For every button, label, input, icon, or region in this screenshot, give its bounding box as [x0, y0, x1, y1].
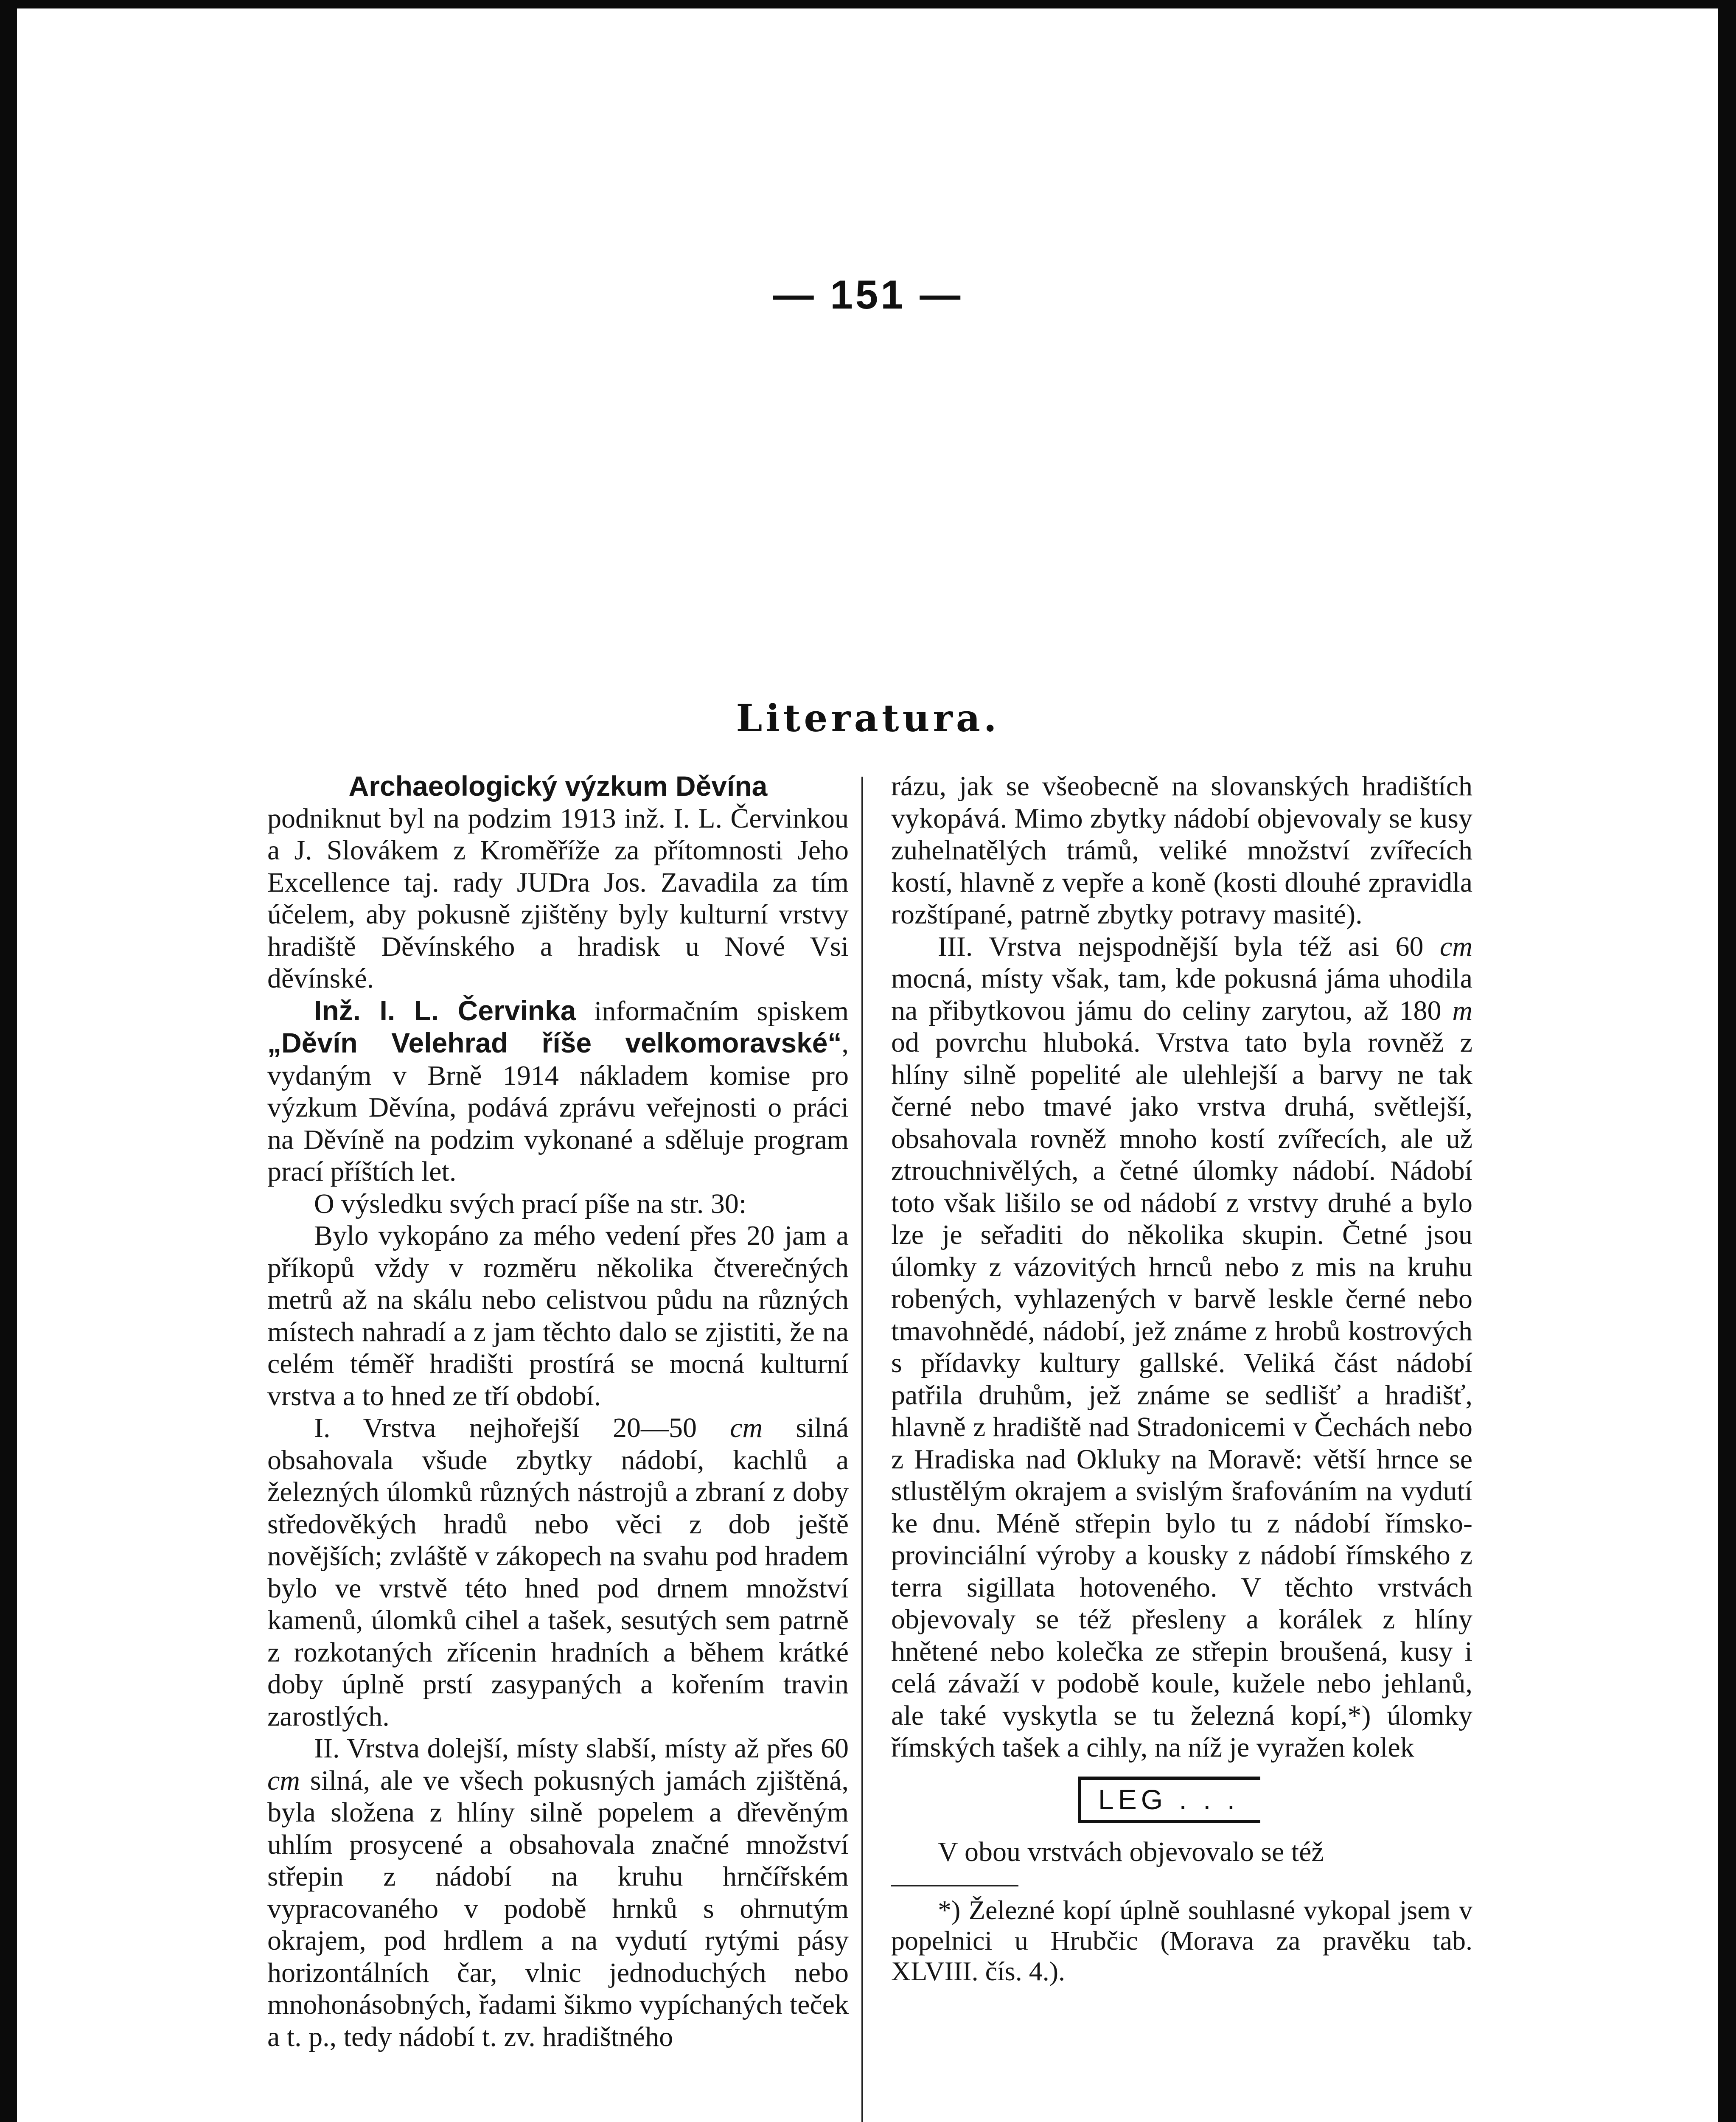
text-fragment: I. Vrstva nejhořejší 20—50: [314, 1412, 730, 1443]
leg-stamp: LEG . . .: [1078, 1777, 1260, 1823]
right-column: [891, 770, 1472, 1987]
paragraph-layer-1: [267, 1412, 849, 1732]
paragraph-results: O výsledku svých prací píše na str. 30:: [314, 1188, 747, 1219]
paragraph-layer-2: [267, 1732, 849, 2053]
text-fragment: silná obsahovala všude zbytky nádobí, kachlů a železných úlomků různých nástrojů a zbraní z doby středověkých hradů nebo věci z dob ještě novějších; zvláště v zákopech na svahu pod hradem bylo ve vrstvě této hned pod drnem množství kamenů, úlomků cihel a tašek, sesutých sem patrně z rozkotaných zřícenin hradních a během krátké doby úplně prstí zasypaných a kořením travin zarostlých.: [267, 1412, 849, 1732]
author-name: Inž. I. L. Červinka: [314, 994, 576, 1026]
scan-border-right: [1718, 0, 1736, 2122]
text-fragment: II. Vrstva dolejší, místy slabší, místy až přes 60: [314, 1733, 849, 1764]
paragraph-layer-3: [891, 931, 1472, 1764]
unit-cm: cm: [267, 1765, 300, 1796]
publication-title: „Děvín Velehrad říše velkomoravské“: [267, 1027, 842, 1058]
paragraph-publication: [267, 995, 849, 1188]
text-fragment: informačním spiskem: [576, 995, 849, 1027]
text-fragment: , vydaným v Brně 1914 nákladem komise pro výzkum Děvína, podává zprávu veřejnosti o práci na Děvíně na podzim vykonané a sděluje program prací příštích let.: [267, 1028, 849, 1187]
left-column: [267, 770, 849, 2053]
text-fragment: od povrchu hluboká. Vrstva tato byla rovněž z hlíny silně popelité ale ulehlejší a barvy ne tak černé nebo tmavé jako vrstva druhá, světlejší, obsahovala rovněž mnoho kostí zvířecích, ale už ztrouchnivělých, a četné úlomky nádobí. Nádobí toto však lišilo se od nádobí z vrstvy druhé a bylo lze je seřaditi do několika skupin. Četné jsou úlomky z vázovitých hrnců nebo z mis na kruhu robených, vyhlazených v barvě leskle černé nebo tmavohnědé, nádobí, jež známe z hrobů kostrových s přídavky kultury gallské. Veliká část nádobí patřila druhům, jež známe se sedlišť a hradišť, hlavně z hradiště nad Stradonicemi v Čechách nebo z Hradiska nad Okluky na Moravě: větší hrnce se stlustělým okrajem a svislým šrafováním na vydutí ke dnu. Méně střepin bylo tu z nádobí římsko-provinciální výroby a kousky z nádobí římského z terra sigillata hotoveného. V těchto vrstvách objevovaly se též přesleny a korálek z hlíny hnětené nebo kolečka ze střepin broušená, kusy i celá závaží v podobě koule, kužele nebo jehlanů, ale také vyskytla se tu železná kopí,*) úlomky římských tašek a cihly, na níž je vyražen kolek: [891, 1027, 1472, 1763]
scan-border-left: [0, 0, 17, 2122]
unit-m: m: [1452, 995, 1472, 1026]
footnote-rule: [891, 1885, 1018, 1886]
column-divider: [861, 777, 863, 2122]
paragraph-excavation: Bylo vykopáno za mého vedení přes 20 jam a příkopů vždy v rozměru několika čtverečných metrů až na skálu nebo celistvou půdu na různých místech nahradí a z jam těchto dalo se zjistiti, že na celém téměř hradišti prostírá se mocná kulturní vrstva a to hned ze tří období.: [267, 1220, 849, 1412]
text-fragment: III. Vrstva nejspodnější byla též asi 60: [938, 931, 1440, 962]
scan-border-top: [0, 0, 1736, 8]
text-fragment: silná, ale ve všech pokusných jamách zjištěná, byla složena z hlíny silně popelem a dřevěným uhlím prosycené a obsahovala značné množství střepin z nádobí na kruhu hrnčířském vypracovaného v podobě hrnků s ohrnutým okrajem, pod hrdlem a na vydutí rytými pásy horizontálních čar, vlnic jednoduchých nebo mnohonásobných, řadami šikmo vypíchaných teček a t. p., tedy nádobí t. zv. hradištného: [267, 1765, 849, 2052]
page-number: — 151 —: [773, 272, 963, 317]
footnote: *) Železné kopí úplně souhlasné vykopal jsem v popelnici u Hrubčic (Morava za pravěku tab. XLVIII. čís. 4.).: [891, 1895, 1472, 1986]
unit-cm: cm: [1440, 931, 1472, 962]
paragraph-intro: podniknut byl na podzim 1913 inž. I. L. Červinkou a J. Slovákem z Kroměříže za přítomnosti Jeho Excellence taj. rady JUDra Jos. Zavadila za tím účelem, aby pokusně zjištěny byly kulturní vrstvy hradiště Děvínského a hradisk u Nové Vsi děvínské.: [267, 803, 849, 994]
article-heading: Archaeologický výzkum Děvína: [348, 770, 768, 802]
section-title: Literatura.: [736, 696, 1000, 740]
paragraph-continuation: rázu, jak se všeobecně na slovanských hradištích vykopává. Mimo zbytky nádobí objevovaly se kusy zuhelnatělých trámů, veliké množství zvířecích kostí, hlavně z vepře a koně (kosti dlouhé zpravidla rozštípané, patrně zbytky potravy masité).: [891, 771, 1472, 930]
text-fragment: mocná, místy však, tam, kde pokusná jáma uhodila na přibytkovou jámu do celiny zarytou, až 180: [891, 963, 1472, 1026]
paragraph-both-layers: V obou vrstvách objevovalo se též: [938, 1836, 1324, 1867]
unit-cm: cm: [730, 1412, 763, 1443]
